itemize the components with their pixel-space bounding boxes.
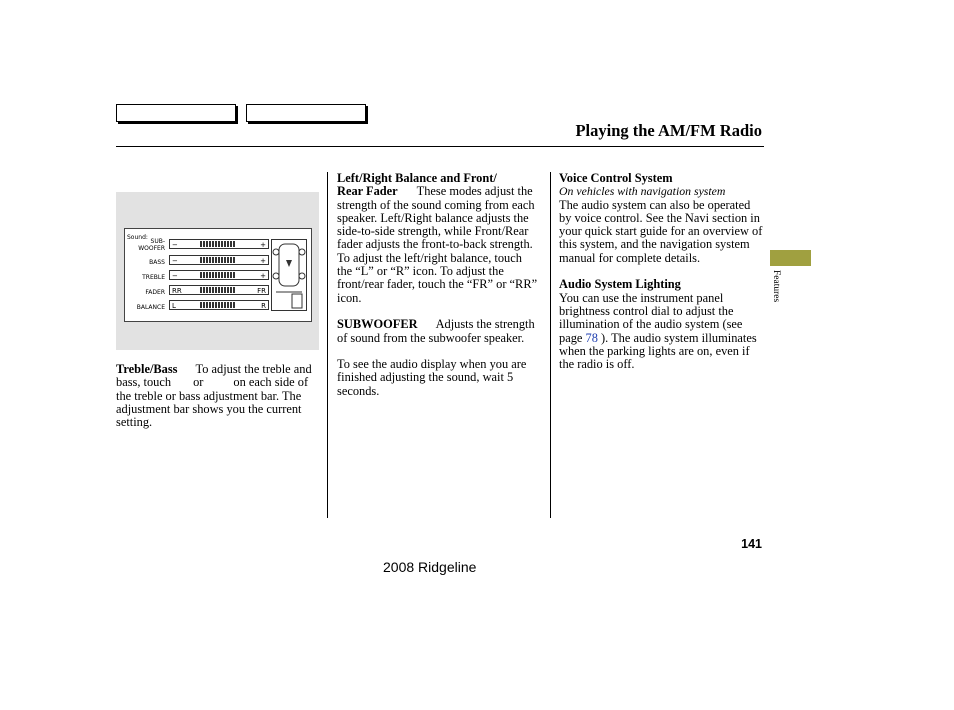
- treble-level: [200, 272, 236, 278]
- page-number: 141: [741, 537, 762, 551]
- balance-fader-text-1: These modes adjust: [416, 184, 515, 199]
- bass-label: BASS: [149, 259, 165, 266]
- bass-level: [200, 257, 236, 263]
- treble-plus[interactable]: +: [260, 272, 266, 280]
- fader-level: [200, 287, 236, 293]
- column-divider: [327, 172, 328, 518]
- treble-bar[interactable]: [169, 270, 269, 280]
- treble-bass-text-2a: and bass, touch: [116, 362, 312, 390]
- voice-control-heading: Voice Control System: [559, 171, 673, 185]
- nav-button-main-menu[interactable]: [116, 104, 236, 122]
- balance-level: [200, 302, 236, 308]
- column-middle: [337, 172, 539, 398]
- column-right: [559, 172, 764, 371]
- car-top-view-icon: [272, 240, 306, 310]
- title-divider: [116, 146, 764, 147]
- voice-control-note: On vehicles with navigation system: [559, 184, 726, 199]
- footer-model: 2008 Ridgeline: [383, 559, 477, 575]
- car-speaker-diagram: [271, 239, 307, 311]
- treble-bass-text-rest: side of the treble or bass adjustment bar. The adjustment bar shows you the current setting.: [116, 375, 309, 430]
- subwoofer-heading: SUBWOOFER: [337, 317, 418, 332]
- bass-bar[interactable]: [169, 255, 269, 265]
- bass-plus[interactable]: +: [260, 257, 266, 265]
- audio-display-text: To see the audio display when you are finished adjusting the sound, wait 5 seconds.: [337, 357, 527, 398]
- treble-label: TREBLE: [142, 274, 165, 281]
- voice-control-text: The audio system can also be operated by voice control. See the Navi section in your quick start guide for an overview of this system, and the navigation system manual for complete details.: [559, 197, 763, 265]
- page-78-link[interactable]: 78: [585, 330, 598, 345]
- balance-r-button[interactable]: R: [261, 302, 266, 310]
- subwoofer-label: SUB- WOOFER: [138, 238, 165, 252]
- treble-bass-text-1: To adjust the treble: [195, 362, 291, 376]
- balance-label: BALANCE: [136, 304, 165, 311]
- subwoofer-plus[interactable]: +: [260, 241, 266, 249]
- fader-rr-button[interactable]: RR: [172, 287, 182, 295]
- balance-bar[interactable]: [169, 300, 269, 310]
- treble-bass-text-2c: on each: [233, 375, 272, 390]
- page-title: Playing the AM/FM Radio: [575, 121, 762, 140]
- nav-button-index[interactable]: [246, 104, 366, 122]
- subwoofer-text-rest: strength of sound from the subwoofer speaker.: [337, 317, 535, 345]
- sound-label: Sound:: [127, 234, 148, 241]
- treble-minus[interactable]: −: [172, 272, 178, 280]
- treble-bass-text-2b: or: [193, 375, 204, 390]
- section-label: Features: [771, 270, 781, 303]
- treble-bass-heading: Treble/Bass: [116, 362, 178, 376]
- sound-settings-figure: [116, 192, 319, 350]
- subwoofer-minus[interactable]: −: [172, 241, 178, 249]
- lighting-text-2: ). The audio system illuminates when the parking lights are on, even if the radio is off.: [559, 330, 757, 372]
- lighting-text-1: You can use the instrument panel brightness control dial to adjust the illumination of the audio system (see page: [559, 290, 743, 345]
- balance-fader-text-rest: the strength of the sound coming from each speaker. Left/Right balance adjusts the side-to-side strength, while Front/Rear fader adjusts the front-to-back strength. To adjust the left/right balance, touch the “L” or “R” icon. To adjust the front/rear fader, touch the “FR” or “RR” icon.: [337, 184, 538, 305]
- balance-fader-heading-2: Rear Fader: [337, 184, 398, 199]
- fader-label: FADER: [145, 289, 165, 296]
- column-left: [116, 192, 320, 429]
- bass-minus[interactable]: −: [172, 257, 178, 265]
- section-tab[interactable]: [770, 250, 811, 266]
- subwoofer-level: [200, 241, 236, 247]
- fader-fr-button[interactable]: FR: [257, 287, 266, 295]
- column-divider: [550, 172, 551, 518]
- balance-fader-heading-1: Left/Right Balance and Front/: [337, 171, 497, 185]
- sound-display-screen: [124, 228, 312, 322]
- fader-bar[interactable]: [169, 285, 269, 295]
- subwoofer-text-1: Adjusts the: [435, 317, 492, 332]
- lighting-heading: Audio System Lighting: [559, 277, 681, 292]
- subwoofer-bar[interactable]: [169, 239, 269, 249]
- balance-l-button[interactable]: L: [172, 302, 176, 310]
